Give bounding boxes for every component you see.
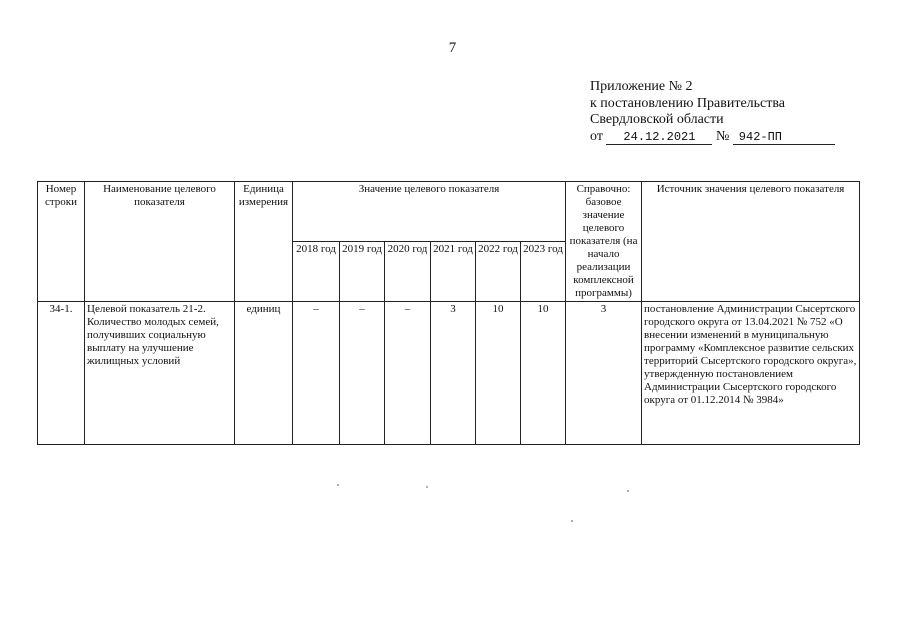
cell-value-2022: 10	[476, 302, 521, 445]
number-label: №	[715, 128, 730, 144]
appendix-reference-line: к постановлению Правительства	[590, 95, 786, 111]
cell-indicator-name: Целевой показатель 21-2. Количество молодых семей, получивших социальную выплату на улучшение жилищных условий	[85, 302, 235, 445]
cell-value-2021: 3	[431, 302, 476, 445]
scan-speck	[571, 520, 573, 522]
table-header-row	[38, 182, 860, 242]
page-number: 7	[448, 40, 457, 56]
cell-value-2018: –	[293, 302, 340, 445]
header-reference-value: Справочно: базовое значение целевого показателя (на начало реализации комплексной программы)	[566, 182, 642, 302]
header-year: 2020 год	[385, 242, 431, 302]
cell-unit: единиц	[235, 302, 293, 445]
header-year: 2022 год	[476, 242, 521, 302]
header-source: Источник значения целевого показателя	[642, 182, 860, 302]
cell-source: постановление Администрации Сысертского городского округа от 13.04.2021 № 752 «О внесении изменений в муниципальную программу «Комплексное развитие сельских территорий Сысертского городского округа», утвержденную постановлением Администрации Сысертского городского округа от 01.12.2014 № 3984»	[642, 302, 860, 445]
cell-value-2023: 10	[521, 302, 566, 445]
scan-speck	[337, 484, 339, 486]
header-year: 2021 год	[431, 242, 476, 302]
header-values-group: Значение целевого показателя	[293, 182, 566, 242]
header-indicator-name: Наименование целевого показателя	[85, 182, 235, 302]
header-unit: Единица измерения	[235, 182, 293, 302]
cell-value-2020: –	[385, 302, 431, 445]
header-year: 2019 год	[340, 242, 385, 302]
appendix-header	[590, 79, 835, 145]
decree-date: 24.12.2021	[606, 131, 712, 145]
decree-number: 942-ПП	[733, 131, 835, 145]
indicator-table	[37, 181, 860, 445]
header-row-number: Номер строки	[38, 182, 85, 302]
cell-row-number: 34-1.	[38, 302, 85, 445]
scan-speck	[426, 486, 428, 488]
cell-value-2019: –	[340, 302, 385, 445]
header-year: 2023 год	[521, 242, 566, 302]
appendix-title: Приложение № 2	[590, 79, 693, 94]
table-row	[38, 302, 860, 445]
from-label: от	[590, 128, 603, 144]
appendix-region-line: Свердловской области	[590, 112, 724, 127]
cell-reference-value: 3	[566, 302, 642, 445]
appendix-date-number-line	[590, 129, 835, 146]
header-year: 2018 год	[293, 242, 340, 302]
scan-speck	[627, 490, 629, 492]
